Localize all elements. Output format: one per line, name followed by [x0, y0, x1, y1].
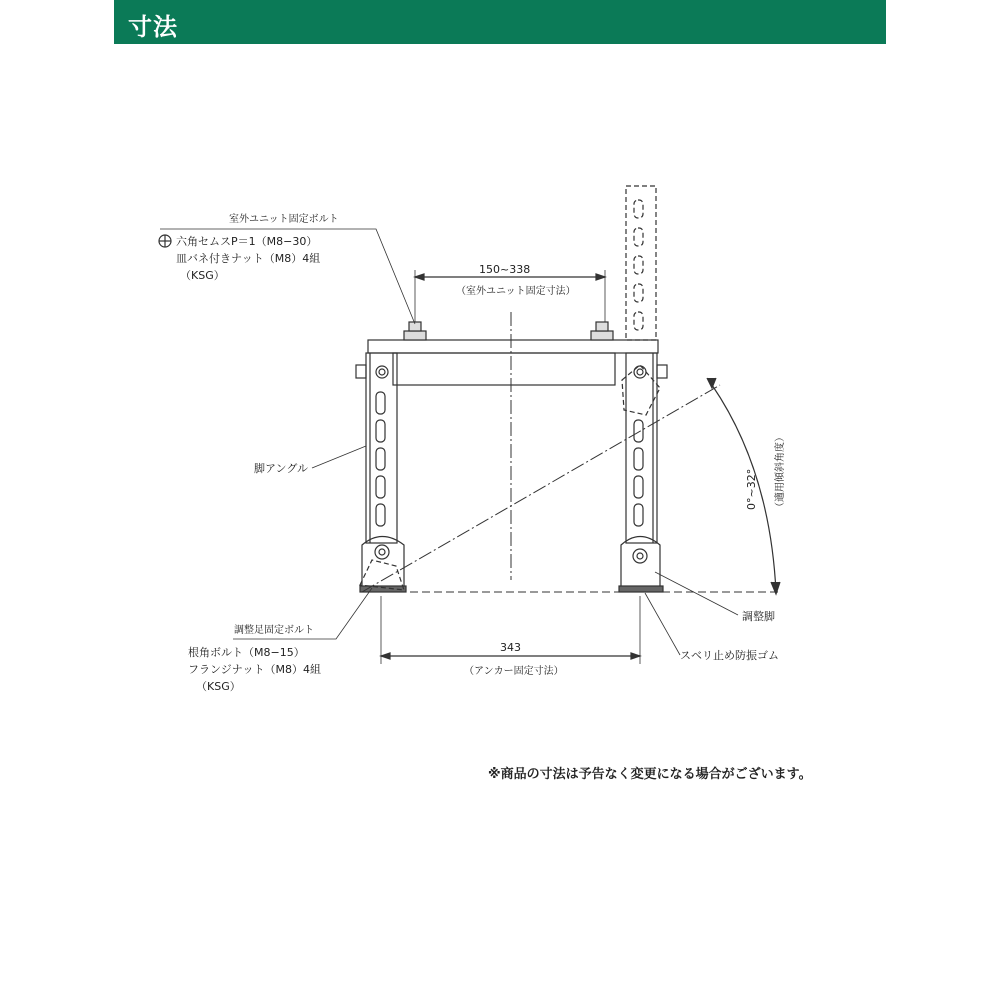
unit-bolt-right [591, 322, 613, 340]
top-arrow-right [596, 274, 605, 280]
phillips-screw-icon [159, 235, 171, 247]
leg-angle-label: 脚アングル [254, 462, 309, 475]
rubber-label: スベリ止め防振ゴム [680, 649, 779, 662]
tilted-leg-ghost [360, 186, 660, 590]
unit-bolt-line3: （KSG） [180, 269, 225, 282]
bottom-dim-value: 343 [500, 641, 521, 654]
adjust-bolt-line2: フランジナット（M8）4組 [188, 663, 321, 676]
leader-leg-angle [312, 446, 366, 468]
angle-arc [712, 385, 776, 592]
angle-caption: （適用傾斜角度） [775, 432, 786, 512]
arc-arrow-top [707, 378, 716, 388]
footer-note: ※商品の寸法は予告なく変更になる場合がございます。 [488, 767, 812, 782]
unit-bolt-line1: 六角セムスP＝1（M8−30） [176, 235, 318, 248]
adjust-bolt-line1: 根角ボルト（M8−15） [188, 646, 305, 659]
incline-line [362, 385, 720, 592]
top-arrow-left [415, 274, 424, 280]
right-leg [626, 353, 667, 543]
section-title: 寸法 [128, 13, 178, 41]
adjust-leg-label: 調整脚 [742, 610, 775, 623]
unit-bolt-line2: 皿バネ付きナット（M8）4組 [176, 252, 321, 265]
top-beam [368, 340, 658, 353]
leader-adjust-leg [655, 572, 738, 615]
bottom-arrow-right [631, 653, 640, 659]
angle-value: 0°~32° [745, 468, 758, 510]
adjust-bolt-line3: （KSG） [196, 680, 241, 693]
bottom-dim-caption: （アンカー固定寸法） [464, 666, 564, 677]
leader-rubber [645, 593, 680, 655]
left-adjust-foot [360, 537, 406, 593]
bottom-arrow-left [381, 653, 390, 659]
cross-beam [393, 353, 615, 385]
unit-bolt-left [404, 322, 426, 340]
unit-bolt-title: 室外ユニット固定ボルト [229, 214, 339, 225]
top-dim-value: 150~338 [479, 263, 531, 276]
adjust-bolt-title: 調整足固定ボルト [234, 625, 314, 636]
top-dim-caption: （室外ユニット固定寸法） [456, 286, 576, 297]
right-adjust-foot [619, 537, 663, 593]
